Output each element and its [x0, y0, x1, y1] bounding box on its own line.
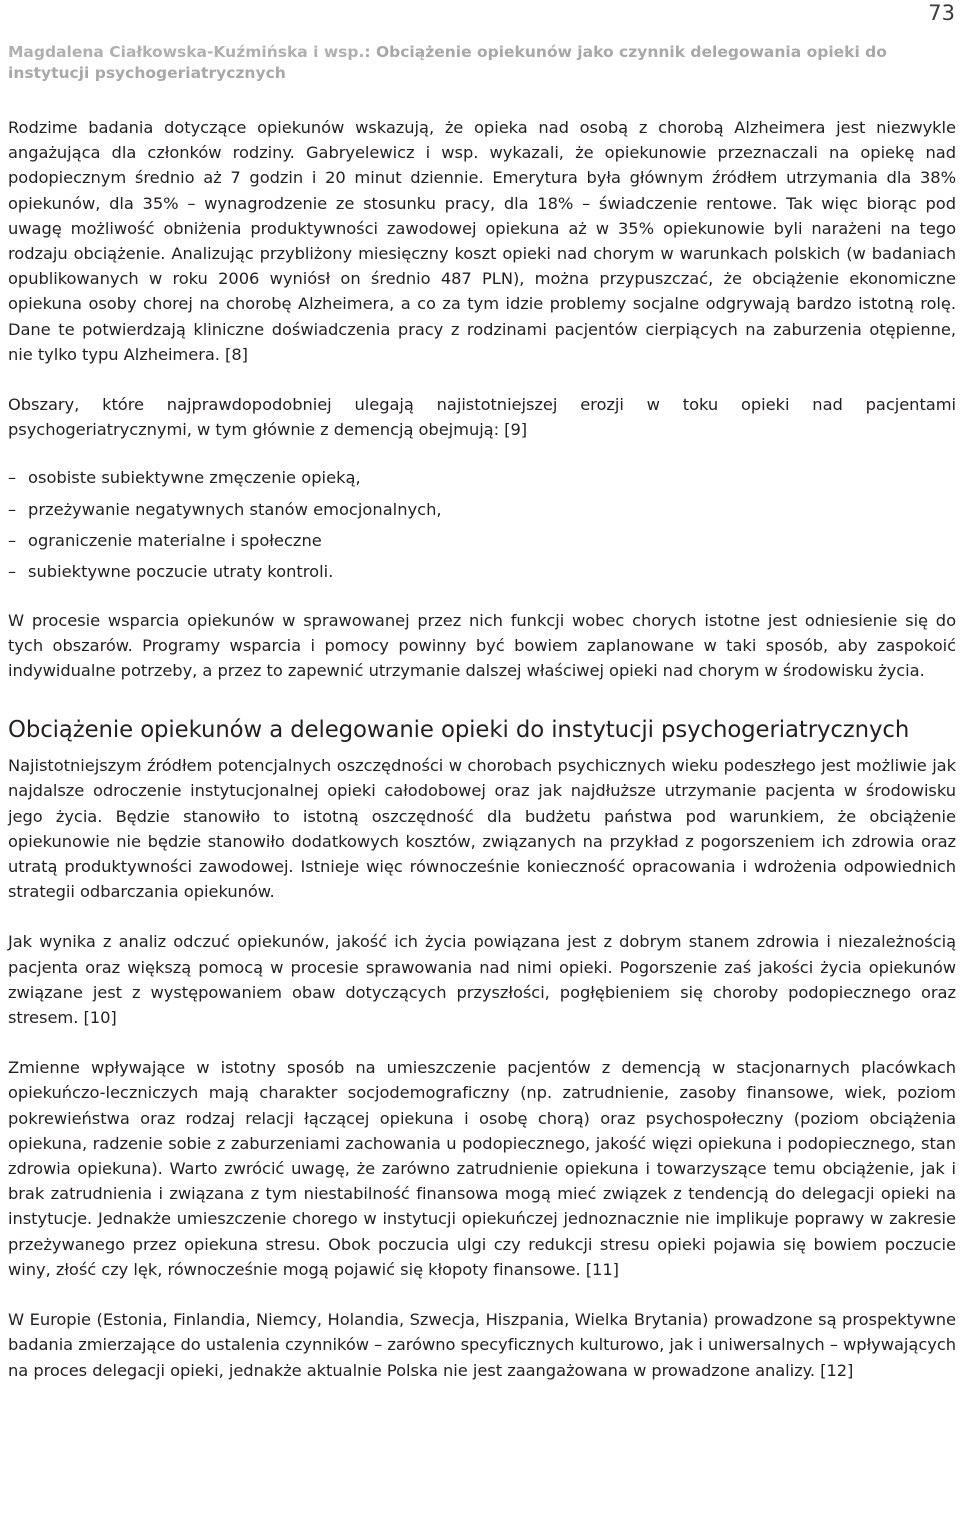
- running-header: [8, 42, 908, 84]
- paragraph-placement-variables: Zmienne wpływające w istotny sposób na umieszczenie pacjentów z demencją w stacjonarnych placówkach opiekuńczo-leczniczych mają charakter socjodemograficzny (np. zatrudnienie, zasoby finansowe, wiek, poziom pokrewieństwa oraz rodzaj relacji łączącej opiekuna i osobę chorą) oraz psychospołeczny (poziom obciążenia opiekuna, radzenie sobie z zaburzeniami zachowania u podopiecznego, jakość więzi opiekuna i podopiecznego, stan zdrowia opiekuna). Warto zwrócić uwagę, że zarówno zatrudnienie opiekuna i towarzyszące temu obciążenie, jak i brak zatrudnienia i związana z tym niestabilność finansowa mogą mieć związek z tendencją do delegacji opieki na instytucje. Jednakże umieszczenie chorego w instytucji opiekuńczej jednoznacznie nie implikuje poprawy w zakresie przeżywanego przez opiekuna stresu. Obok poczucia ulgi czy redukcji stresu opieki pojawia się bowiem poczucie winy, złość czy lęk, równocześnie mogą pojawić się kłopoty finansowe. [11]: [8, 1058, 956, 1279]
- running-header-title: Obciążenie opiekunów jako czynnik delegowania opieki do instytucji psychogeriatrycznych: [8, 43, 887, 82]
- paragraph-erosion-areas: Obszary, które najprawdopodobniej ulegają najistotniejszej erozji w toku opieki nad pacjentami psychogeriatrycznymi, w tym głównie z demencją obejmują: [9]: [8, 395, 956, 440]
- list-item-text: osobiste subiektywne zmęczenie opieką,: [28, 468, 361, 488]
- list-item: [8, 462, 956, 493]
- list-item-text: subiektywne poczucie utraty kontroli.: [28, 562, 334, 582]
- dash-bullet: –: [8, 499, 17, 519]
- page-number: 73: [928, 1, 955, 25]
- list-item: [8, 556, 956, 587]
- running-header-separator: :: [364, 43, 376, 61]
- paragraph-savings: Najistotniejszym źródłem potencjalnych oszczędności w chorobach psychicznych wieku podeszłego jest możliwie jak najdalsze odroczenie instytucjonalnej opieki całodobowej oraz jak najdłuższe utrzymanie pacjenta w środowisku jego życia. Będzie stanowiło to istotną oszczędność dla budżetu państwa pod warunkiem, że obciążenie opiekunowie nie będzie stanowiło dodatkowych kosztów, związanych na przykład z pogorszeniem ich zdrowia oraz utratą produktywności zawodowej. Istnieje więc równocześnie konieczność opracowania i wdrożenia odpowiednich strategii odbarczania opiekunów.: [8, 756, 956, 902]
- list-item-text: przeżywanie negatywnych stanów emocjonalnych,: [28, 499, 442, 519]
- article-body: [8, 115, 956, 1383]
- section-heading: Obciążenie opiekunów a delegowanie opieki do instytucji psychogeriatrycznych: [8, 717, 910, 744]
- list-item-text: ograniczenie materialne i społeczne: [28, 531, 322, 551]
- dash-bullet: –: [8, 531, 17, 551]
- dash-bullet: –: [8, 468, 17, 488]
- list-item: [8, 525, 956, 556]
- paragraph-support-process: W procesie wsparcia opiekunów w sprawowanej przez nich funkcji wobec chorych istotne jest odniesienie się do tych obszarów. Programy wsparcia i pomocy powinny być bowiem zaplanowane w taki sposób, aby zaspokoić indywidualne potrzeby, a przez to zapewnić utrzymanie dalszej właściwej opieki nad chorym w środowisku życia.: [8, 610, 956, 681]
- paragraph-caregiver-research: Rodzime badania dotyczące opiekunów wskazują, że opieka nad osobą z chorobą Alzheimera jest niezwykle angażująca dla członków rodziny. Gabryelewicz i wsp. wykazali, że opiekunowie przeznaczali na opiekę nad podopiecznym średnio aż 7 godzin i 20 minut dziennie. Emerytura była głównym źródłem utrzymania dla 38% opiekunów, dla 35% – wynagrodzenie ze stosunku pracy, dla 18% – świadczenie rentowe. Tak więc biorąc pod uwagę możliwość obniżenia produktywności zawodowej opiekuna aż w 35% opiekunowie byli narażeni na tego rodzaju obciążenie. Analizując przybliżony miesięczny koszt opieki nad chorym w warunkach polskich (w badaniach opublikowanych w roku 2006 wyniósł on średnio 487 PLN), można przypuszczać, że obciążenie ekonomiczne opiekuna osoby chorej na chorobę Alzheimera, a co za tym idzie problemy socjalne odgrywają bardzo istotną rolę. Dane te potwierdzają kliniczne doświadczenia pracy z rodzinami pacjentów cierpiących na zaburzenia otępienne, nie tylko typu Alzheimera. [8]: [8, 118, 956, 364]
- list-item: [8, 494, 956, 525]
- dash-bullet: –: [8, 562, 17, 582]
- paragraph-quality-of-life: Jak wynika z analiz odczuć opiekunów, jakość ich życia powiązana jest z dobrym stanem zdrowia i niezależnością pacjenta oraz większą pomocą w procesie sprawowania nad nimi opieki. Pogorszenie zaś jakości życia opiekunów związane jest z występowaniem obaw dotyczących przyszłości, pogłębieniem się choroby podopiecznego oraz stresem. [10]: [8, 932, 956, 1028]
- paragraph-europe-studies: W Europie (Estonia, Finlandia, Niemcy, Holandia, Szwecja, Hiszpania, Wielka Brytania) prowadzone są prospektywne badania zmierzające do ustalenia czynników – zarówno specyficznych kulturowo, jak i uniwersalnych – wpływających na proces delegacji opieki, jednakże aktualnie Polska nie jest zaangażowana w prowadzone analizy. [12]: [8, 1310, 956, 1380]
- erosion-areas-list: [8, 462, 956, 587]
- running-header-authors: Magdalena Ciałkowska-Kuźmińska i wsp.: [8, 43, 365, 61]
